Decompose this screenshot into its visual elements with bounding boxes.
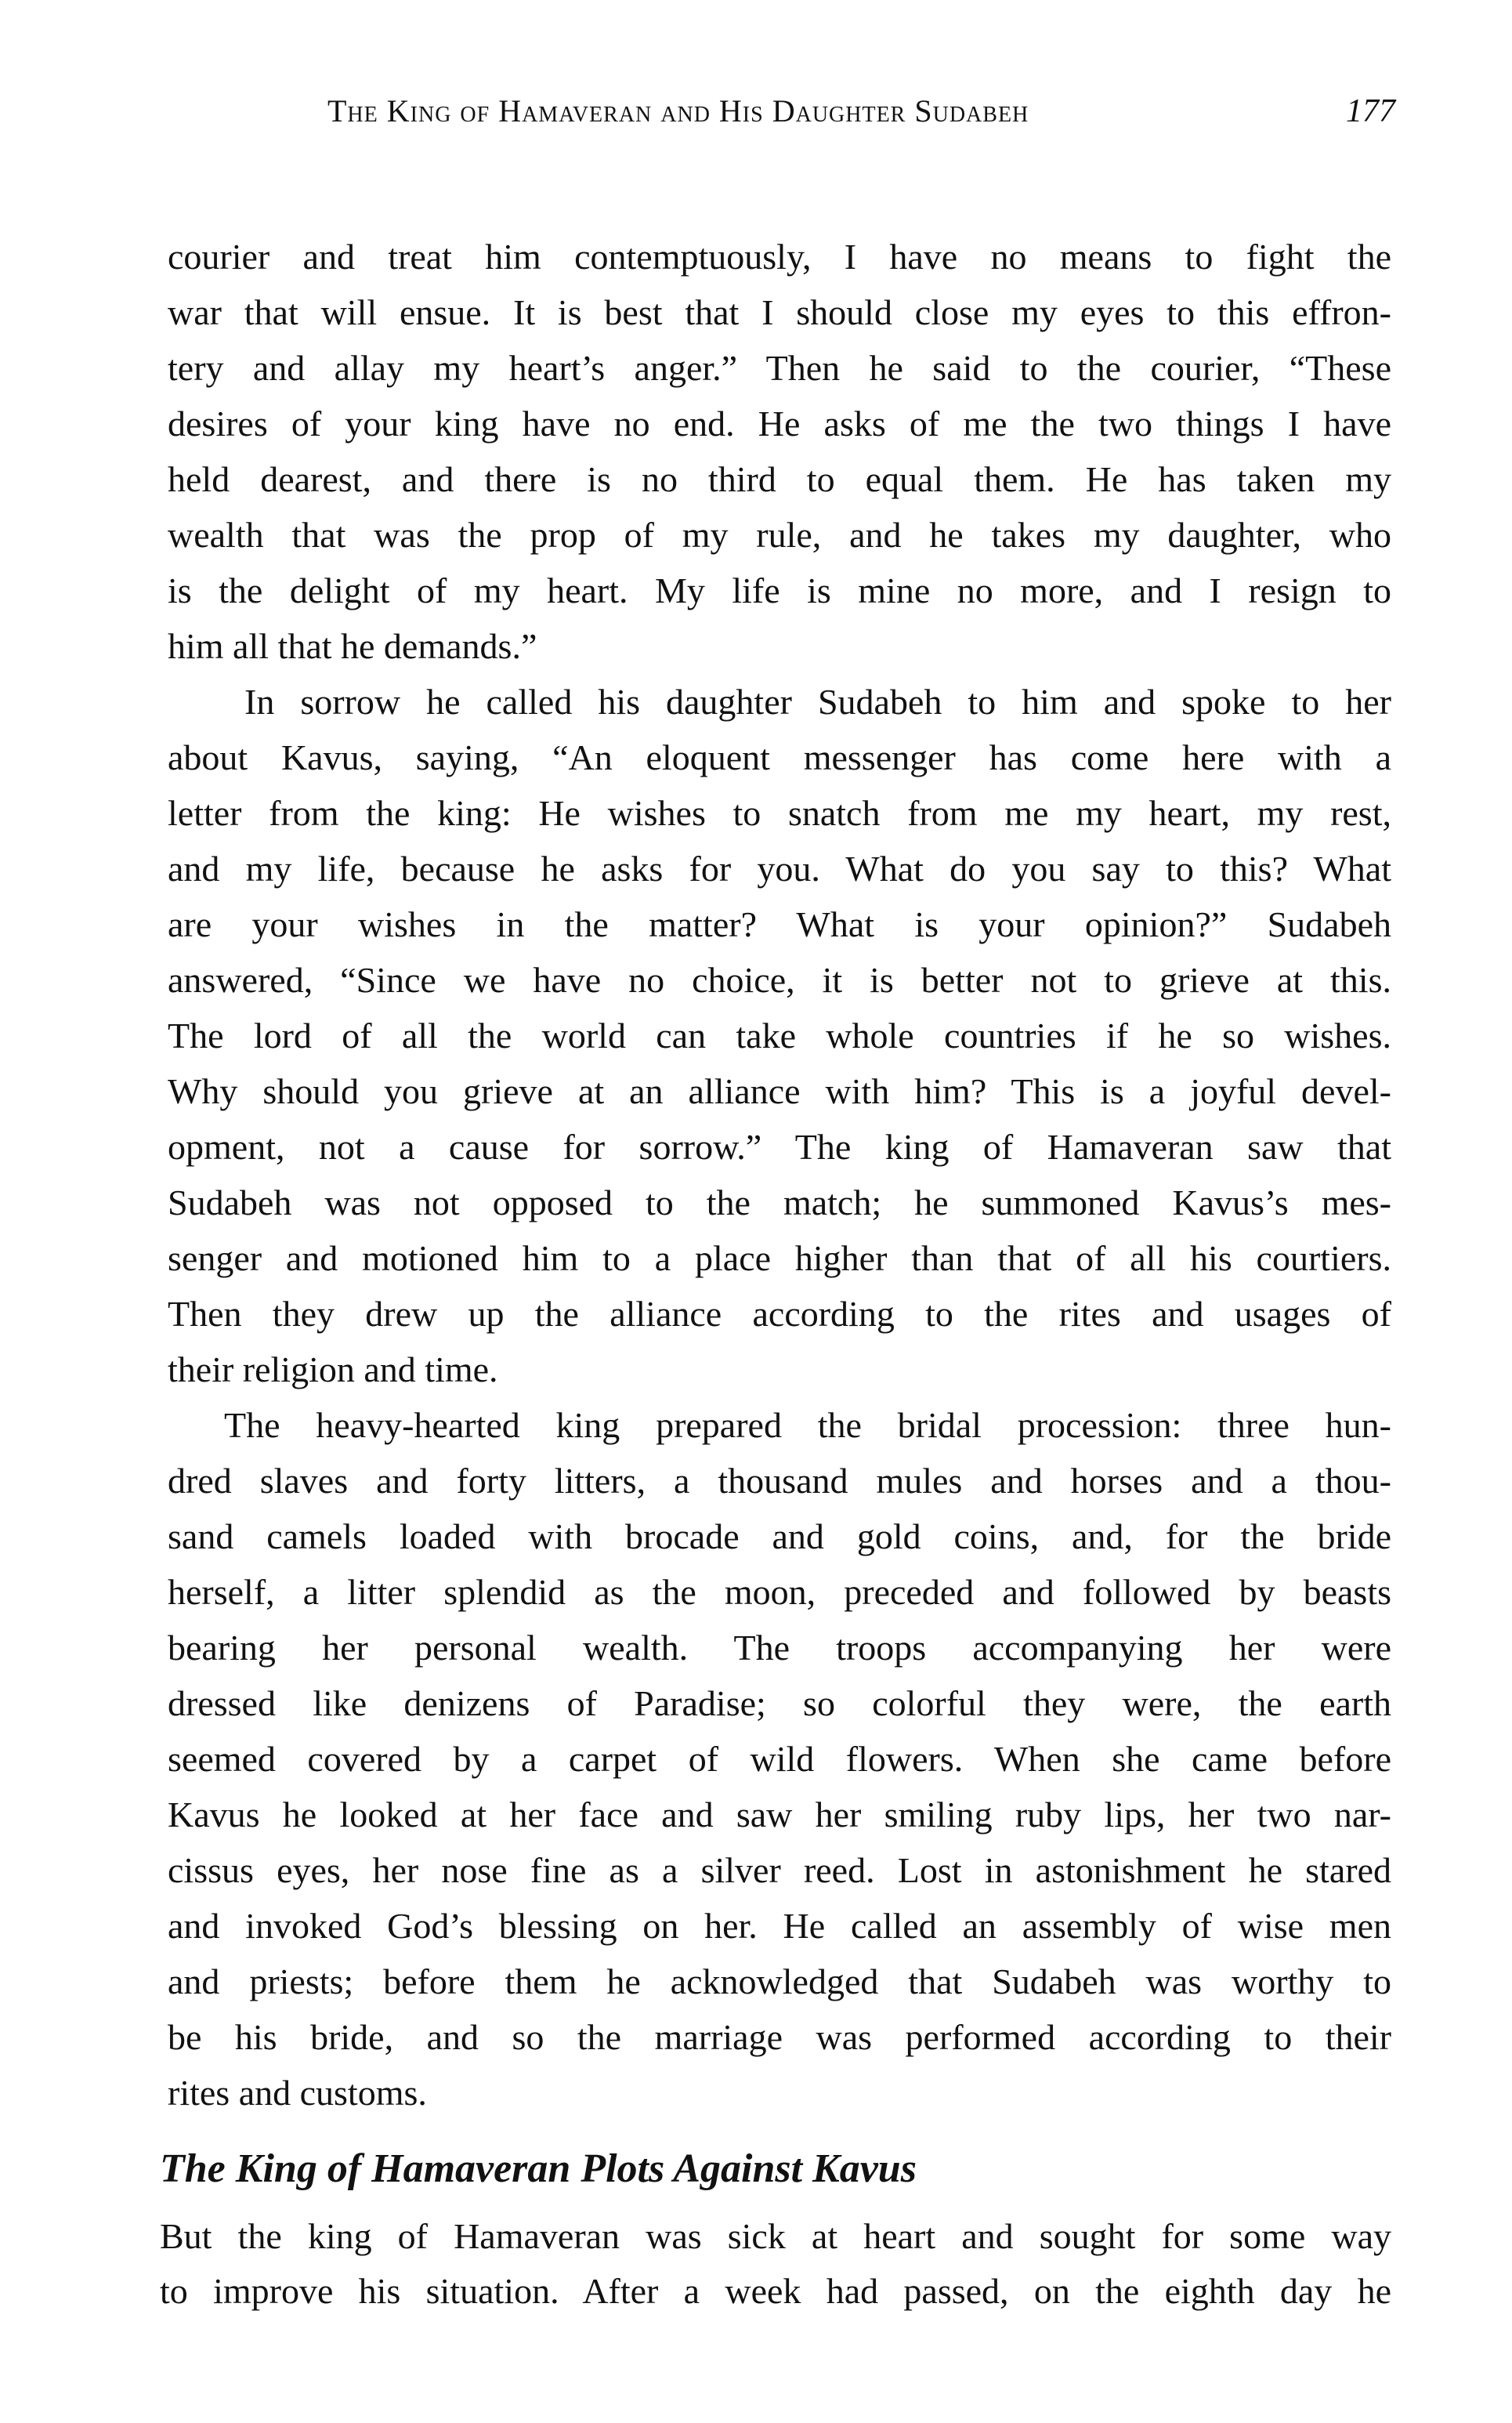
text-line: Then they drew up the alliance according to the rites and usages of bbox=[168, 1294, 1391, 1334]
text-line: dressed like denizens of Paradise; so colorful they were, the earth bbox=[168, 1683, 1391, 1723]
section-heading: The King of Hamaveran Plots Against Kavus bbox=[160, 2146, 917, 2191]
text-line: Why should you grieve at an alliance with him? This is a joyful devel- bbox=[168, 1071, 1391, 1111]
text-line: In sorrow he called his daughter Sudabeh to him and spoke to her bbox=[244, 682, 1391, 722]
text-line: sand camels loaded with brocade and gold coins, and, for the bride bbox=[168, 1516, 1391, 1556]
text-line: cissus eyes, her nose fine as a silver reed. Lost in astonishment he stared bbox=[168, 1850, 1391, 1890]
text-line: bearing her personal wealth. The troops accompanying her were bbox=[168, 1628, 1391, 1668]
text-line: is the delight of my heart. My life is mine no more, and I resign to bbox=[168, 570, 1391, 610]
text-line: Sudabeh was not opposed to the match; he summoned Kavus’s mes- bbox=[168, 1183, 1391, 1222]
text-line: and invoked God’s blessing on her. He called an assembly of wise men bbox=[168, 1906, 1391, 1946]
text-line: herself, a litter splendid as the moon, preceded and followed by beasts bbox=[168, 1572, 1391, 1612]
text-line: war that will ensue. It is best that I should close my eyes to this effron- bbox=[168, 292, 1391, 332]
text-line: tery and allay my heart’s anger.” Then he said to the courier, “These bbox=[168, 348, 1391, 388]
text-line: senger and motioned him to a place higher than that of all his courtiers. bbox=[168, 1238, 1391, 1278]
text-line: letter from the king: He wishes to snatch from me my heart, my rest, bbox=[168, 793, 1391, 833]
text-line: be his bride, and so the marriage was performed according to their bbox=[168, 2017, 1391, 2057]
text-line: are your wishes in the matter? What is your opinion?” Sudabeh bbox=[168, 904, 1391, 944]
text-line: him all that he demands.” bbox=[168, 626, 537, 666]
text-line: rites and customs. bbox=[168, 2073, 427, 2113]
text-line: The lord of all the world can take whole countries if he so wishes. bbox=[168, 1016, 1391, 1056]
text-line: answered, “Since we have no choice, it is better not to grieve at this. bbox=[168, 960, 1391, 1000]
text-line: desires of your king have no end. He asks of me the two things I have bbox=[168, 404, 1391, 444]
text-line: to improve his situation. After a week had passed, on the eighth day he bbox=[160, 2271, 1391, 2311]
running-head-title: The King of Hamaveran and His Daughter Sudabeh bbox=[327, 93, 1029, 129]
text-line: and my life, because he asks for you. What do you say to this? What bbox=[168, 849, 1391, 889]
text-line: seemed covered by a carpet of wild flowers. When she came before bbox=[168, 1739, 1391, 1779]
text-line: wealth that was the prop of my rule, and he takes my daughter, who bbox=[168, 515, 1391, 555]
text-line: their religion and time. bbox=[168, 1349, 498, 1389]
text-line: But the king of Hamaveran was sick at heart and sought for some way bbox=[160, 2216, 1391, 2256]
text-line: courier and treat him contemptuously, I have no means to fight the bbox=[168, 237, 1391, 277]
text-line: about Kavus, saying, “An eloquent messenger has come here with a bbox=[168, 737, 1391, 777]
text-line: and priests; before them he acknowledged that Sudabeh was worthy to bbox=[168, 1961, 1391, 2001]
page-number: 177 bbox=[1346, 93, 1395, 129]
text-line: The heavy-hearted king prepared the bridal procession: three hun- bbox=[224, 1405, 1391, 1445]
text-line: dred slaves and forty litters, a thousand mules and horses and a thou- bbox=[168, 1461, 1391, 1501]
text-line: Kavus he looked at her face and saw her smiling ruby lips, her two nar- bbox=[168, 1795, 1391, 1834]
text-line: opment, not a cause for sorrow.” The king of Hamaveran saw that bbox=[168, 1127, 1391, 1167]
text-line: held dearest, and there is no third to equal them. He has taken my bbox=[168, 459, 1391, 499]
